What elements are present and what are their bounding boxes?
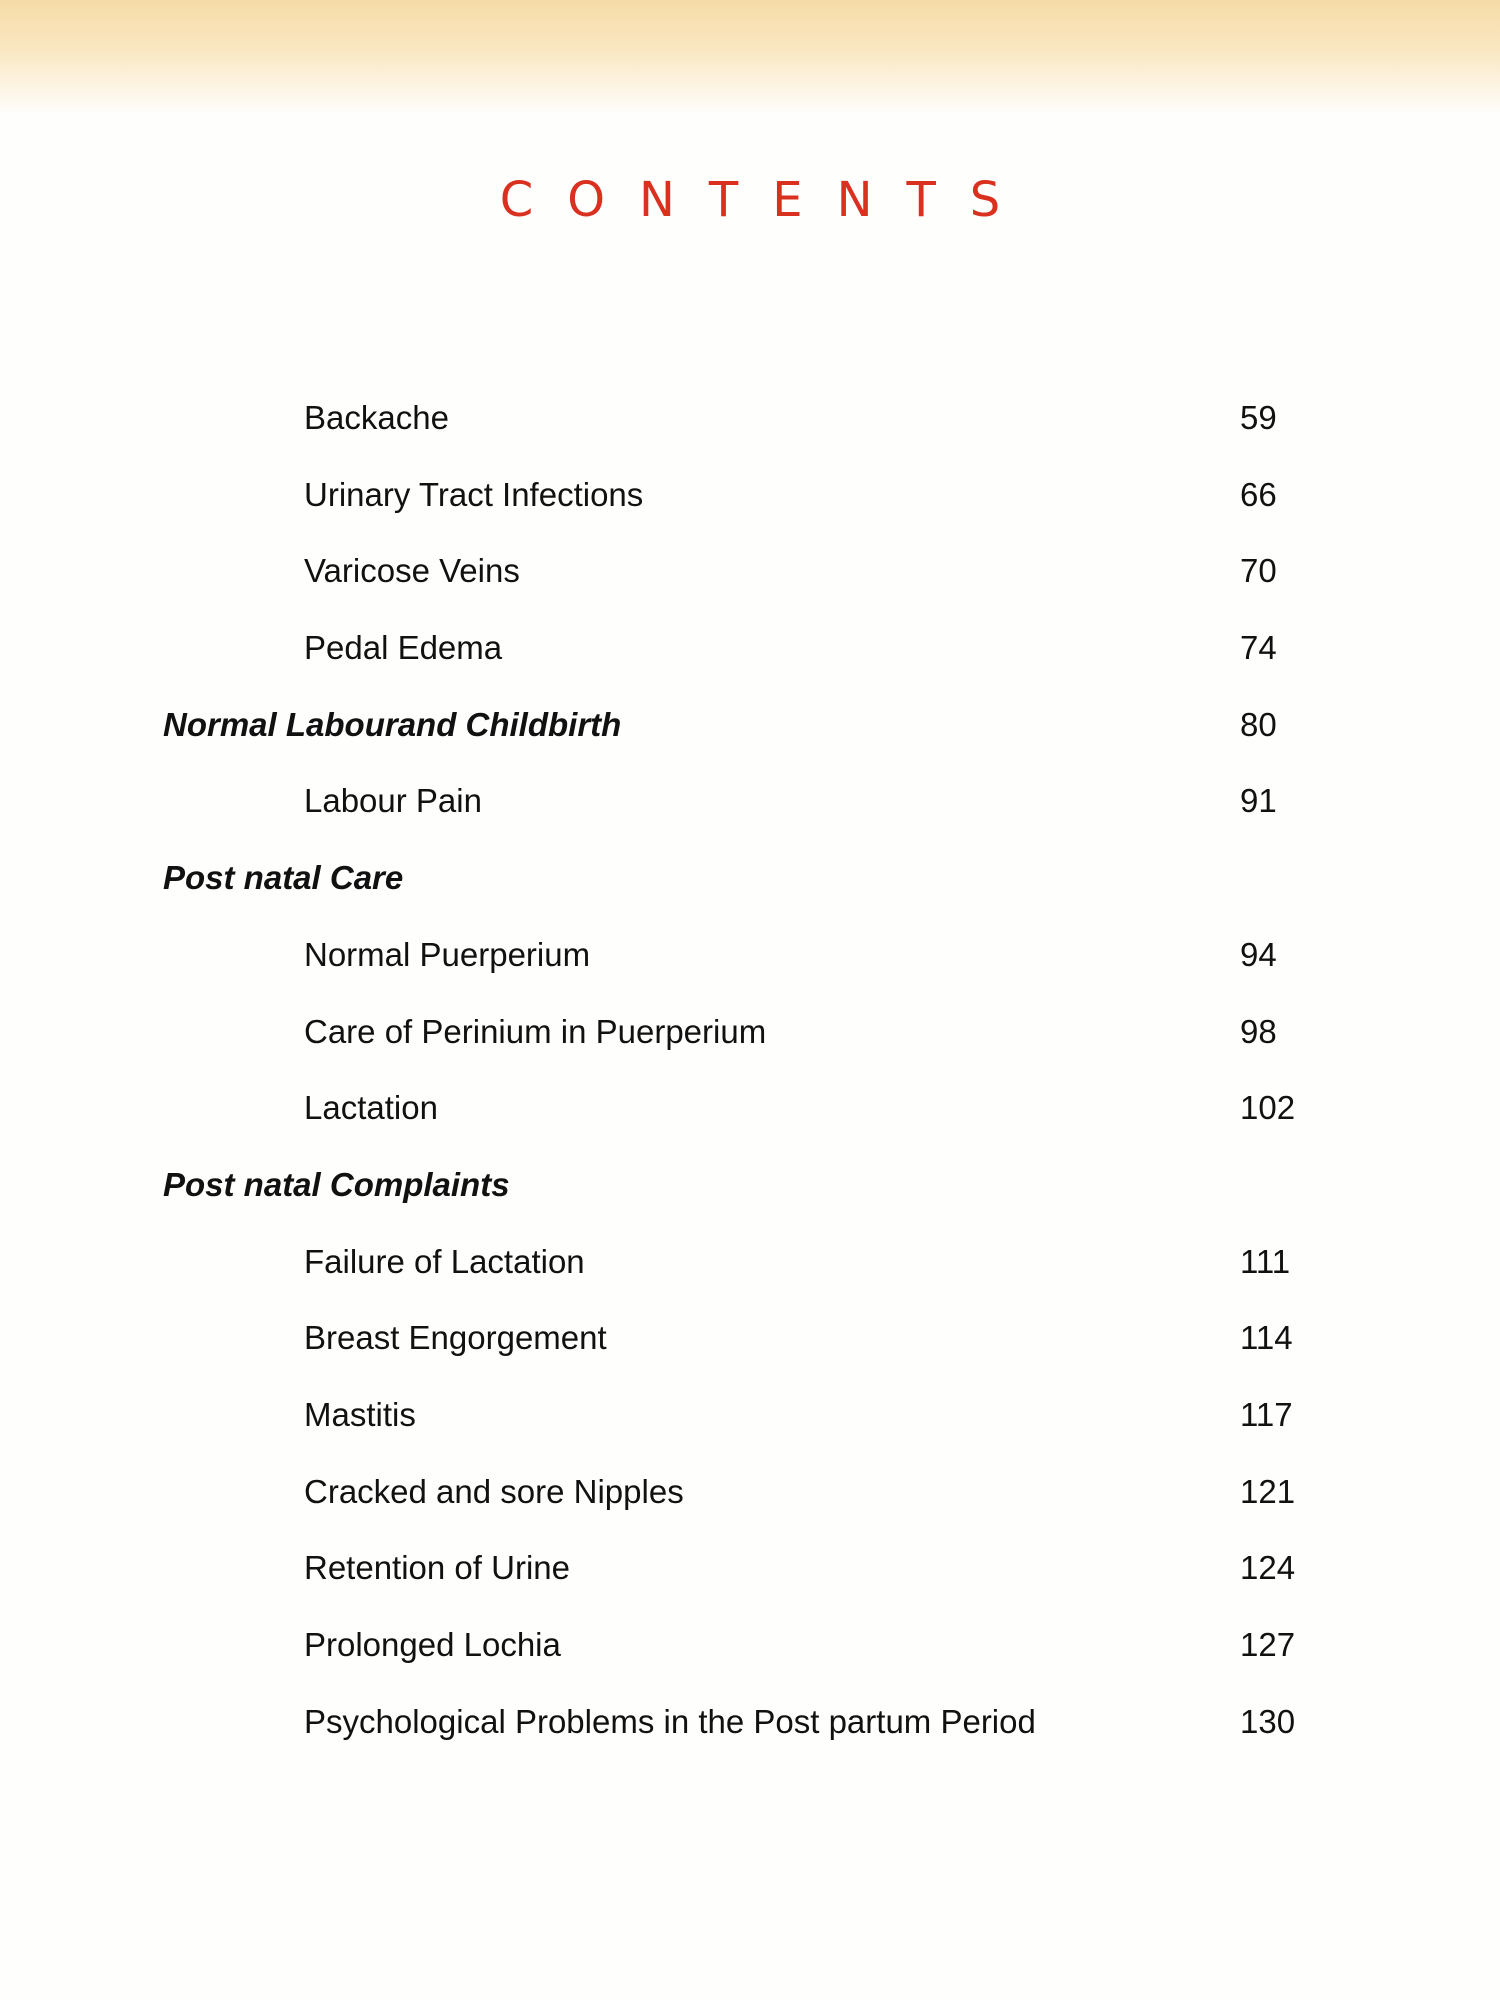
toc-section-title: Post natal Complaints: [163, 1165, 510, 1203]
toc-entry-page: 66: [1240, 475, 1277, 513]
toc-section-post-natal-care[interactable]: [0, 850, 1500, 927]
toc-entry-title: Labour Pain: [304, 782, 482, 820]
toc-entry-page: 94: [1240, 935, 1277, 973]
toc-entry-page: 98: [1240, 1012, 1277, 1050]
toc-entry-breast-engorgement[interactable]: [0, 1310, 1500, 1387]
toc-entry-page: 111: [1240, 1242, 1291, 1280]
toc-entry-lactation[interactable]: [0, 1080, 1500, 1157]
toc-entry-title: Backache: [304, 399, 449, 436]
toc-entry-failure-of-lactation[interactable]: [0, 1234, 1500, 1311]
toc-entry-title: Psychological Problems in the Post partum Period: [304, 1702, 1036, 1740]
toc-entry-psychological-problems[interactable]: [0, 1694, 1500, 1771]
toc-entry-title: Breast Engorgement: [304, 1319, 607, 1357]
toc-entry-page: 80: [1240, 705, 1277, 743]
toc-entry-page: 117: [1240, 1395, 1293, 1433]
table-of-contents: [0, 390, 1500, 1770]
toc-entry-title: Normal Puerperium: [304, 935, 591, 973]
toc-entry-prolonged-lochia[interactable]: [0, 1617, 1500, 1694]
toc-entry-title: Lactation: [304, 1089, 438, 1127]
toc-entry-title: Mastitis: [304, 1395, 416, 1433]
toc-entry-retention-of-urine[interactable]: [0, 1540, 1500, 1617]
toc-entry-title: Urinary Tract Infections: [304, 475, 644, 513]
toc-entry-page: 114: [1240, 1319, 1293, 1357]
toc-entry-backache[interactable]: [0, 390, 1500, 467]
toc-entry-title: Cracked and sore Nipples: [304, 1472, 684, 1510]
toc-entry-labour-pain[interactable]: [0, 773, 1500, 850]
toc-section-title: Post natal Care: [163, 859, 404, 897]
toc-entry-title: Prolonged Lochia: [304, 1626, 561, 1663]
toc-entry-page: 59: [1240, 399, 1277, 436]
toc-section-title: Normal Labourand Childbirth: [163, 705, 622, 743]
toc-entry-title: Care of Perinium in Puerperium: [304, 1012, 767, 1050]
toc-entry-care-of-perinium[interactable]: [0, 1004, 1500, 1081]
toc-entry-page: 102: [1240, 1089, 1296, 1127]
toc-entry-page: 127: [1240, 1626, 1296, 1663]
page-title: CONTENTS: [499, 172, 1035, 228]
toc-entry-normal-puerperium[interactable]: [0, 927, 1500, 1004]
toc-entry-page: 74: [1240, 629, 1277, 667]
toc-entry-title: Retention of Urine: [304, 1549, 570, 1587]
toc-entry-page: 124: [1240, 1549, 1296, 1587]
toc-entry-page: 70: [1240, 552, 1277, 590]
toc-entry-varicose-veins[interactable]: [0, 543, 1500, 620]
toc-entry-mastitis[interactable]: [0, 1387, 1500, 1464]
toc-entry-cracked-nipples[interactable]: [0, 1464, 1500, 1541]
toc-section-post-natal-complaints[interactable]: [0, 1157, 1500, 1234]
top-color-band: [0, 0, 1500, 115]
toc-entry-pedal-edema[interactable]: [0, 620, 1500, 697]
toc-entry-title: Failure of Lactation: [304, 1242, 585, 1280]
toc-entry-page: 91: [1240, 782, 1277, 820]
toc-entry-urinary-tract-infections[interactable]: [0, 467, 1500, 544]
toc-entry-title: Varicose Veins: [304, 552, 520, 590]
toc-section-normal-labour[interactable]: [0, 697, 1500, 774]
toc-entry-page: 121: [1240, 1472, 1296, 1510]
toc-entry-page: 130: [1240, 1702, 1296, 1740]
toc-entry-title: Pedal Edema: [304, 629, 503, 667]
